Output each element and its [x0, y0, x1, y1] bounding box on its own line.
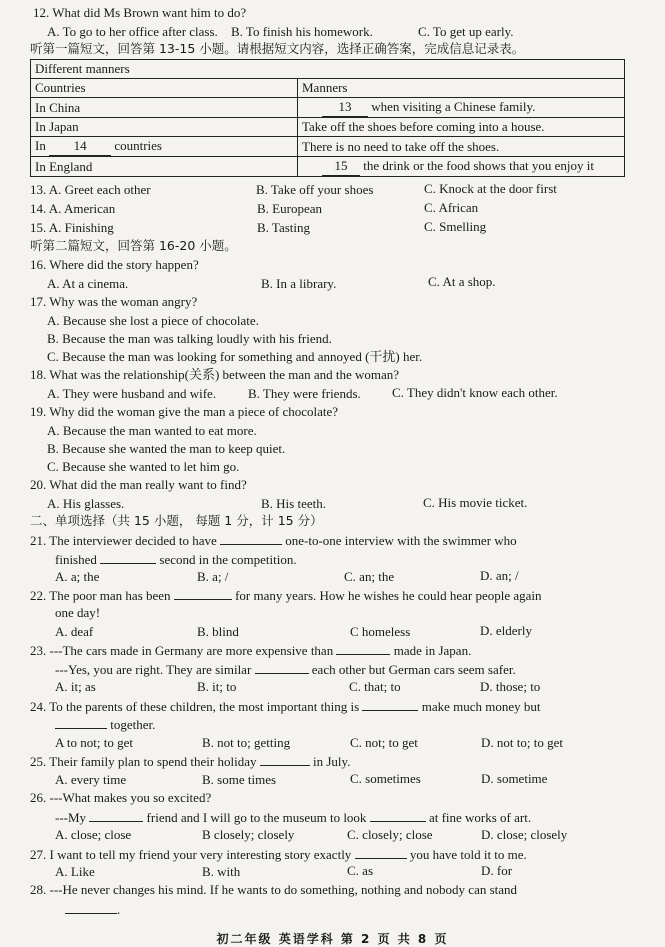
q26-text-3: friend and I will go to the museum to look [146, 810, 367, 825]
q21-option-a: A. a; the [55, 569, 100, 584]
q24-blank-1[interactable] [362, 698, 418, 711]
row-blank14-country [31, 137, 298, 157]
q24-blank-2[interactable] [55, 716, 107, 729]
q23-option-c: C. that; to [349, 679, 401, 694]
row-blank14-manner: There is no need to take off the shoes. [298, 137, 625, 157]
page-footer: 初二年级 英语学科 第 2 页 共 8 页 [216, 932, 449, 946]
q26-option-c: C. closely; close [347, 827, 433, 842]
q13-option-c: C. Knock at the door first [424, 181, 557, 196]
q27-option-d: D. for [481, 863, 513, 878]
q23-text-1: 23. ---The cars made in Germany are more expensive than [30, 643, 334, 658]
q17-option-c: C. Because the man was looking for something and annoyed (干扰) her. [47, 349, 423, 364]
q23-blank-1[interactable] [336, 642, 390, 655]
q23-text-4: each other but German cars seem safer. [311, 662, 516, 677]
q12-stem: 12. What did Ms Brown want him to do? [33, 5, 247, 20]
blank-13[interactable]: 13 [322, 98, 368, 117]
q12-option-b: B. To finish his homework. [231, 24, 373, 39]
blank-15[interactable]: 15 [322, 157, 360, 176]
row-china-text: when visiting a Chinese family. [371, 99, 536, 114]
row-england-manner [298, 157, 625, 177]
q26-option-d: D. close; closely [481, 827, 568, 842]
q15-option-c: C. Smelling [424, 219, 487, 234]
q21-option-c: C. an; the [344, 569, 395, 584]
header-countries: Countries [31, 79, 298, 98]
q21-text-3: finished [55, 552, 97, 567]
q16-option-c: C. At a shop. [428, 274, 496, 289]
q28-line1: 28. ---He never changes his mind. If he wants to do something, nothing and nobody can stand [30, 882, 518, 897]
blank-14[interactable]: 14 [49, 137, 111, 156]
q19-stem: 19. Why did the woman give the man a piece of chocolate? [30, 404, 339, 419]
q21-text-2: one-to-one interview with the swimmer who [285, 533, 517, 548]
q20-option-a: A. His glasses. [47, 496, 125, 511]
q23-option-d: D. those; to [480, 679, 541, 694]
q27-option-c: C. as [347, 863, 373, 878]
q18-stem: 18. What was the relationship(关系) between the man and the woman? [30, 367, 400, 382]
q24-option-a: A to not; to get [55, 735, 133, 750]
q21-option-b: B. a; / [197, 569, 229, 584]
q23-line1 [30, 642, 471, 659]
row-japan-manner: Take off the shoes before coming into a house. [298, 118, 625, 137]
q14-option-c: C. African [424, 200, 479, 215]
q12-option-a: A. To go to her office after class. [47, 24, 218, 39]
q24-line1 [30, 698, 541, 715]
q18-option-a: A. They were husband and wife. [47, 386, 217, 401]
q23-text-2: made in Japan. [393, 643, 472, 658]
q20-option-b: B. His teeth. [261, 496, 326, 511]
q21-text-1: 21. The interviewer decided to have [30, 533, 217, 548]
q23-option-a: A. it; as [55, 679, 96, 694]
row3-suffix: countries [114, 138, 162, 153]
q16-option-a: A. At a cinema. [47, 276, 129, 291]
q26-blank-2[interactable] [370, 809, 426, 822]
q18-option-c: C. They didn't know each other. [392, 385, 558, 400]
q22-option-c: C homeless [350, 624, 411, 639]
q25-option-a: A. every time [55, 772, 127, 787]
q21-line2 [55, 551, 297, 568]
q28-blank[interactable] [65, 901, 117, 914]
q27-option-a: A. Like [55, 864, 95, 879]
q16-stem: 16. Where did the story happen? [30, 257, 199, 272]
q22-option-b: B. blind [197, 624, 239, 639]
q26-blank-1[interactable] [89, 809, 143, 822]
q24-text-2: make much money but [421, 699, 541, 714]
q21-blank-2[interactable] [100, 551, 156, 564]
q24-text-1: 24. To the parents of these children, the most important thing is [30, 699, 360, 714]
q26-text-4: at fine works of art. [428, 810, 532, 825]
q21-line1 [30, 532, 517, 549]
q27-blank[interactable] [355, 846, 407, 859]
q22-line2: one day! [55, 605, 101, 620]
q23-text-3: ---Yes, you are right. They are similar [55, 662, 252, 677]
q24-option-c: C. not; to get [350, 735, 418, 750]
q23-blank-2[interactable] [255, 661, 309, 674]
q22-line1 [30, 587, 542, 604]
row-japan-country: In Japan [31, 118, 298, 137]
q28-line2: . [65, 901, 120, 918]
q24-line2 [55, 716, 155, 733]
q23-line2 [55, 661, 516, 678]
q25-blank[interactable] [260, 753, 310, 766]
q14-option-a: 14. A. American [30, 201, 116, 216]
q22-option-d: D. elderly [480, 623, 532, 638]
q27-option-b: B. with [202, 864, 241, 879]
q22-blank[interactable] [174, 587, 232, 600]
q20-stem: 20. What did the man really want to find? [30, 477, 247, 492]
q24-option-b: B. not to; getting [202, 735, 291, 750]
q26-text-2: ---My [55, 810, 87, 825]
q22-text-2: for many years. How he wishes he could hear people again [235, 588, 542, 603]
q26-line1: 26. ---What makes you so excited? [30, 790, 212, 805]
q25-option-d: D. sometime [481, 771, 548, 786]
q13-option-b: B. Take off your shoes [256, 182, 374, 197]
q21-text-4: second in the competition. [159, 552, 297, 567]
row-china-country: In China [31, 98, 298, 118]
q26-option-b: B closely; closely [202, 827, 295, 842]
q21-option-d: D. an; / [480, 568, 519, 583]
q17-option-b: B. Because the man was talking loudly with his friend. [47, 331, 332, 346]
row-england-text: the drink or the food shows that you enjoy it [363, 158, 594, 173]
q26-line2 [55, 809, 531, 826]
q17-option-a: A. Because she lost a piece of chocolate. [47, 313, 259, 328]
q19-option-b: B. Because she wanted the man to keep quiet. [47, 441, 286, 456]
q25-option-b: B. some times [202, 772, 277, 787]
q22-option-a: A. deaf [55, 624, 94, 639]
q19-option-c: C. Because she wanted to let him go. [47, 459, 240, 474]
q25-text-1: 25. Their family plan to spend their holiday [30, 754, 257, 769]
q27-text-1: 27. I want to tell my friend your very interesting story exactly [30, 847, 352, 862]
q25-text-2: in July. [313, 754, 351, 769]
q24-option-d: D. not to; to get [481, 735, 563, 750]
q21-blank-1[interactable] [220, 532, 282, 545]
q24-text-3: together. [110, 717, 156, 732]
q25-option-c: C. sometimes [350, 771, 421, 786]
section2-instructions: 听第二篇短文，回答第 16-20 小题。 [30, 238, 237, 253]
q13-option-a: 13. A. Greet each other [30, 182, 151, 197]
row-england-country: In England [31, 157, 298, 177]
part2-heading: 二、单项选择（共 15 小题， 每题 1 分，计 15 分） [30, 513, 323, 528]
q25-line1 [30, 753, 350, 770]
q17-stem: 17. Why was the woman angry? [30, 294, 198, 309]
q14-option-b: B. European [257, 201, 322, 216]
table-title: Different manners [31, 60, 625, 79]
q19-option-a: A. Because the man wanted to eat more. [47, 423, 257, 438]
q12-option-c: C. To get up early. [418, 24, 514, 39]
row3-prefix: In [35, 138, 46, 153]
q20-option-c: C. His movie ticket. [423, 495, 528, 510]
q15-option-b: B. Tasting [257, 220, 311, 235]
q16-option-b: B. In a library. [261, 276, 337, 291]
row-china-manner [298, 98, 625, 118]
q27-text-2: you have told it to me. [409, 847, 527, 862]
q15-option-a: 15. A. Finishing [30, 220, 114, 235]
q27-line1 [30, 846, 527, 863]
header-manners: Manners [298, 79, 625, 98]
section1-instructions: 听第一篇短文，回答第 13-15 小题。请根据短文内容，选择正确答案，完成信息记录表。 [30, 41, 525, 56]
q22-text-1: 22. The poor man has been [30, 588, 171, 603]
q26-option-a: A. close; close [55, 827, 132, 842]
manners-table [30, 59, 625, 177]
q23-option-b: B. it; to [197, 679, 237, 694]
q18-option-b: B. They were friends. [248, 386, 361, 401]
